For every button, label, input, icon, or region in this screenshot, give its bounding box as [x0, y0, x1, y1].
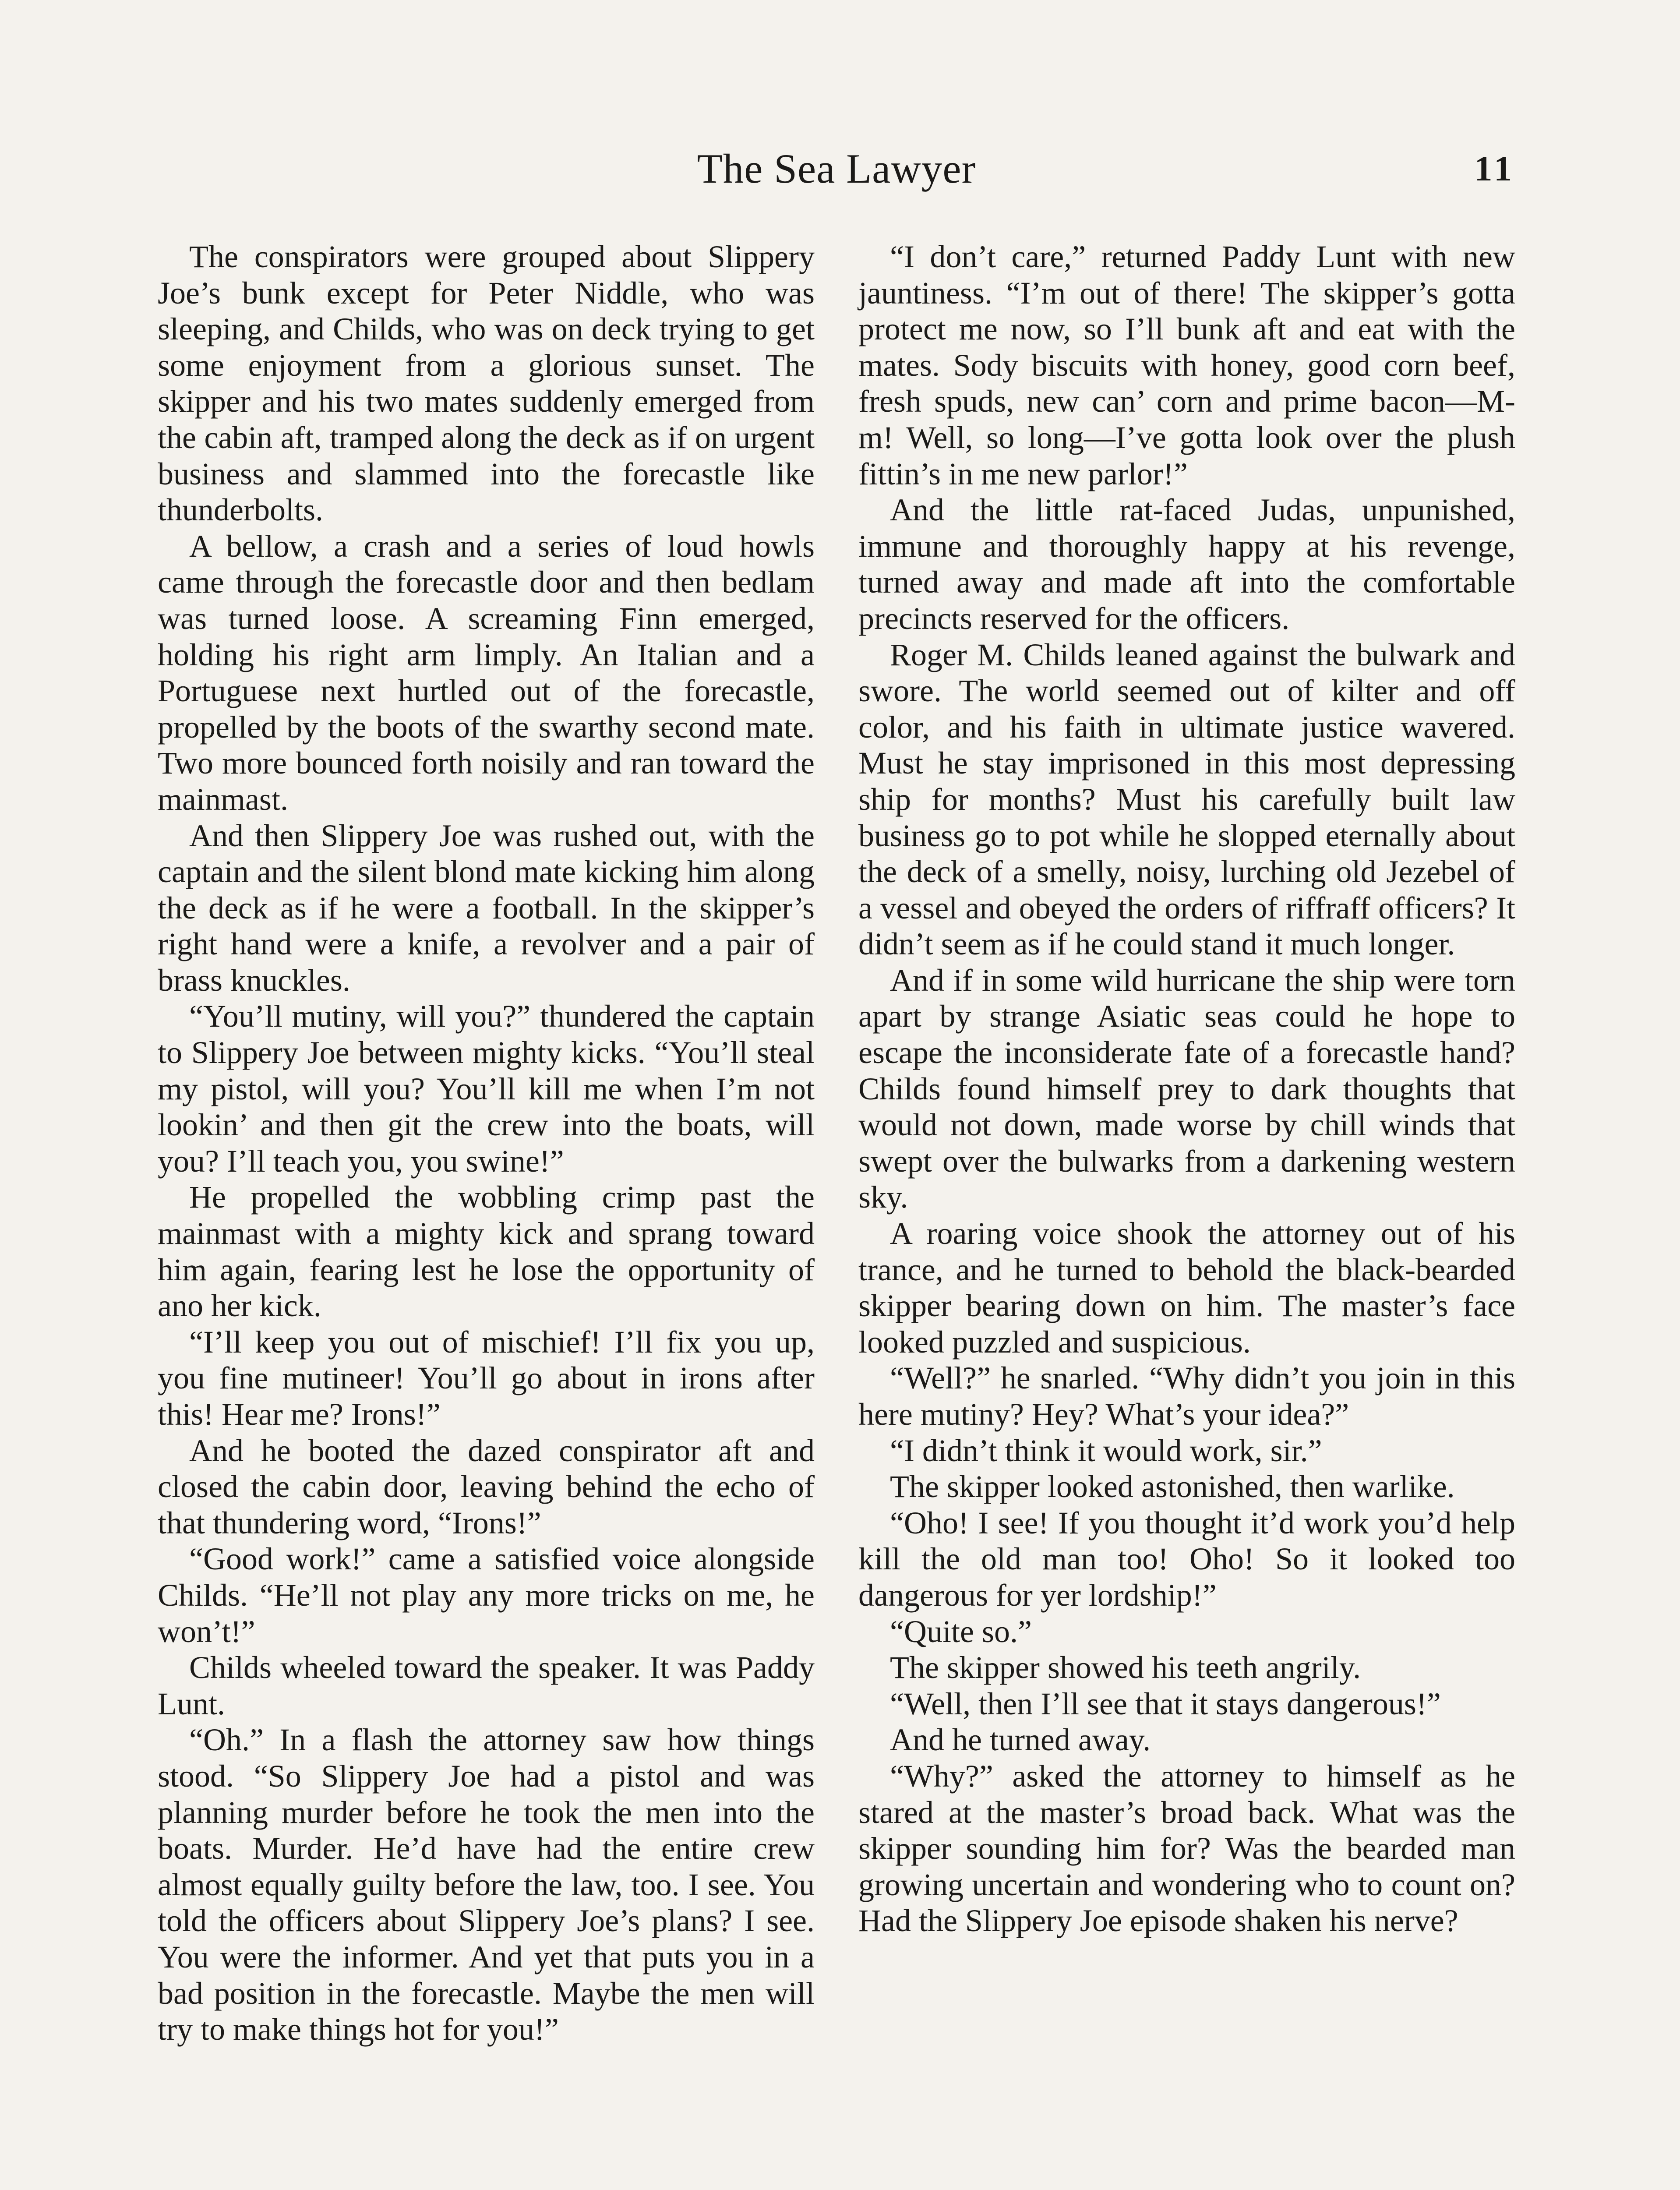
paragraph: “I didn’t think it would work, sir.” [890, 1433, 1322, 1468]
page-header [158, 140, 1515, 206]
paragraph: “Good work!” came a satisfied voice alongside Childs. “He’ll not play any more tricks on me, he won’t!” [158, 1541, 815, 1649]
paragraph: And if in some wild hurricane the ship were torn apart by strange Asiatic seas could he hope to escape the inconsiderate fate of a forecastle hand? Childs found himself prey to dark thoughts that would not down, made worse by chill winds that swept over the bulwarks from a darkening western sky. [858, 962, 1515, 1215]
paragraph: “I’ll keep you out of mischief! I’ll fix you up, you fine mutineer! You’ll go about in irons after this! Hear me? Irons!” [158, 1324, 815, 1432]
paragraph: “Quite so.” [890, 1614, 1032, 1649]
paragraph: The skipper showed his teeth angrily. [890, 1650, 1361, 1685]
paragraph: “Oho! I see! If you thought it’d work you’d help kill the old man too! Oho! So it looked too dangerous for yer lordship!” [858, 1505, 1515, 1613]
paragraph: He propelled the wobbling crimp past the mainmast with a mighty kick and sprang toward him again, fearing lest he lose the opportunity of ano her kick. [158, 1180, 815, 1324]
paragraph: And then Slippery Joe was rushed out, with the captain and the silent blond mate kicking him along the deck as if he were a football. In the skipper’s right hand were a knife, a revolver and a pair of brass knuckles. [158, 818, 815, 998]
paragraph: A roaring voice shook the attorney out of his trance, and he turned to behold the black-bearded skipper bearing down on him. The master’s face looked puzzled and suspicious. [858, 1216, 1515, 1360]
left-column [158, 239, 815, 2048]
running-title: The Sea Lawyer [697, 145, 976, 192]
paragraph: “Well?” he snarled. “Why didn’t you join in this here mutiny? Hey? What’s your idea?” [858, 1360, 1515, 1432]
paragraph: The skipper looked astonished, then warlike. [890, 1469, 1455, 1505]
paragraph: The conspirators were grouped about Slippery Joe’s bunk except for Peter Niddle, who was sleeping, and Childs, who was on deck trying to get some enjoyment from a glorious sunset. The skipper and his two mates suddenly emerged from the cabin aft, tramped along the deck as if on urgent business and slammed into the forecastle like thunderbolts. [158, 239, 815, 528]
paragraph: “You’ll mutiny, will you?” thundered the captain to Slippery Joe between mighty kicks. “You’ll steal my pistol, will you? You’ll kill me when I’m not lookin’ and then git the crew into the boats, will you? I’ll teach you, you swine!” [158, 999, 815, 1179]
paragraph: “I don’t care,” returned Paddy Lunt with new jauntiness. “I’m out of there! The skipper’s gotta protect me now, so I’ll bunk aft and eat with the mates. Sody biscuits with honey, good corn beef, fresh spuds, new can’ corn and prime bacon—M-m! Well, so long—I’ve gotta look over the plush fittin’s in me new parlor!” [858, 239, 1515, 491]
paragraph: And he booted the dazed conspirator aft and closed the cabin door, leaving behind the echo of that thundering word, “Irons!” [158, 1433, 815, 1540]
paragraph: Roger M. Childs leaned against the bulwark and swore. The world seemed out of kilter and off color, and his faith in ultimate justice wavered. Must he stay imprisoned in this most depressing ship for months? Must his carefully built law business go to pot while he slopped eternally about the deck of a smelly, noisy, lurching old Jezebel of a vessel and obeyed the orders of riffraff officers? It didn’t seem as if he could stand it much longer. [858, 637, 1515, 962]
paragraph: And he turned away. [890, 1722, 1151, 1758]
page-number: 11 [1474, 148, 1515, 188]
paragraph: “Oh.” In a flash the attorney saw how things stood. “So Slippery Joe had a pistol and was planning murder before he took the men into the boats. Murder. He’d have had the entire crew almost equally guilty before the law, too. I see. You told the officers about Slippery Joe’s plans? I see. You were the informer. And yet that puts you in a bad position in the forecastle. Maybe the men will try to make things hot for you!” [158, 1722, 815, 2047]
paragraph: And the little rat-faced Judas, unpunished, immune and thoroughly happy at his revenge, turned away and made aft into the comfortable precincts reserved for the officers. [858, 492, 1515, 636]
right-column [858, 239, 1515, 1939]
paragraph: A bellow, a crash and a series of loud howls came through the forecastle door and then bedlam was turned loose. A screaming Finn emerged, holding his right arm limply. An Italian and a Portuguese next hurtled out of the forecastle, propelled by the boots of the swarthy second mate. Two more bounced forth noisily and ran toward the mainmast. [158, 528, 815, 817]
paragraph: Childs wheeled toward the speaker. It was Paddy Lunt. [158, 1650, 815, 1721]
paragraph: “Well, then I’ll see that it stays dangerous!” [890, 1686, 1441, 1721]
paragraph: “Why?” asked the attorney to himself as he stared at the master’s broad back. What was the skipper sounding him for? Was the bearded man growing uncertain and wondering who to count on? Had the Slippery Joe episode shaken his nerve? [858, 1758, 1515, 1939]
